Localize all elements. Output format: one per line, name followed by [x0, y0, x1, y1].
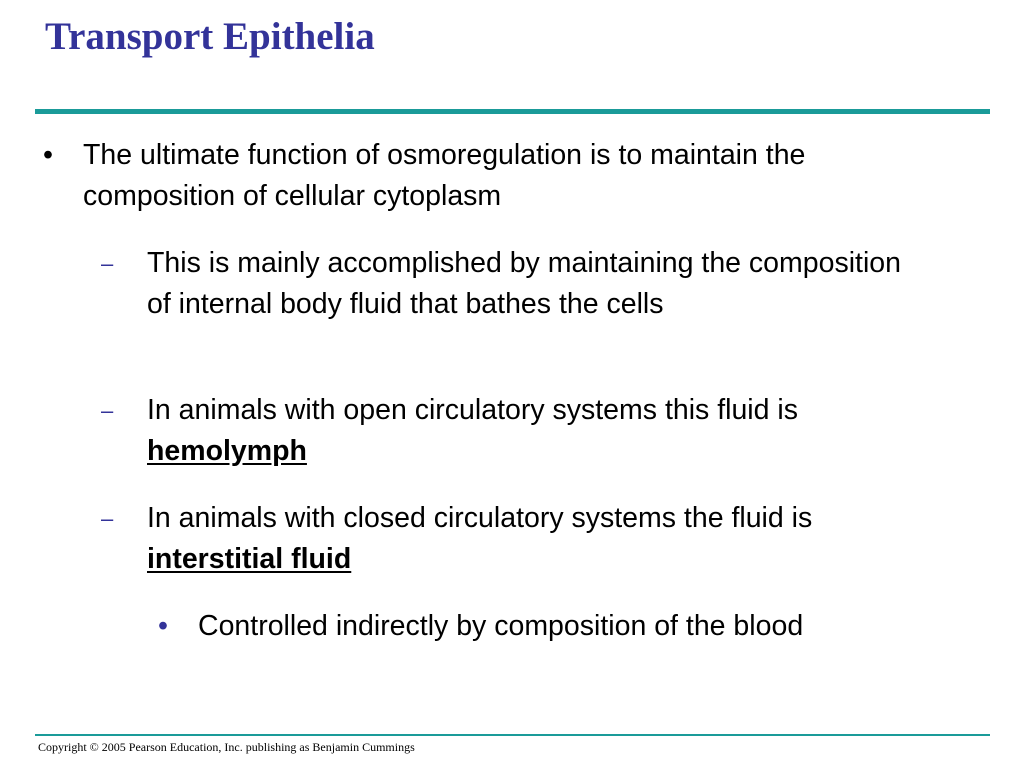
- sub-bullet-text: In animals with closed circulatory systems the fluid is: [147, 502, 813, 534]
- copyright-footer: Copyright © 2005 Pearson Education, Inc. publishing as Benjamin Cummings: [38, 740, 415, 754]
- dash-marker: –: [101, 251, 114, 276]
- sub-sub-bullet-item: [158, 606, 958, 647]
- bullet-item: [43, 135, 913, 217]
- dash-marker: –: [101, 506, 114, 531]
- title-divider: [35, 109, 990, 114]
- slide-title: Transport Epithelia: [45, 15, 375, 58]
- key-term-hemolymph: hemolymph: [147, 435, 307, 467]
- sub-bullet-item: [101, 498, 927, 580]
- key-term-interstitial-fluid: interstitial fluid: [147, 543, 352, 575]
- sub-sub-bullet-text: Controlled indirectly by composition of the blood: [198, 610, 804, 642]
- sub-bullet-item: [101, 390, 947, 472]
- footer-divider: [35, 734, 990, 736]
- bullet-text: The ultimate function of osmoregulation is to maintain the composition of cellular cytoplasm: [83, 139, 806, 212]
- dash-marker: –: [101, 398, 114, 423]
- sub-bullet-item: [101, 243, 907, 325]
- sub-bullet-text: In animals with open circulatory systems this fluid is: [147, 394, 798, 426]
- bullet-marker: •: [43, 139, 53, 171]
- bullet-marker: •: [158, 610, 168, 642]
- sub-bullet-text: This is mainly accomplished by maintaining the composition of internal body fluid that bathes the cells: [147, 247, 902, 320]
